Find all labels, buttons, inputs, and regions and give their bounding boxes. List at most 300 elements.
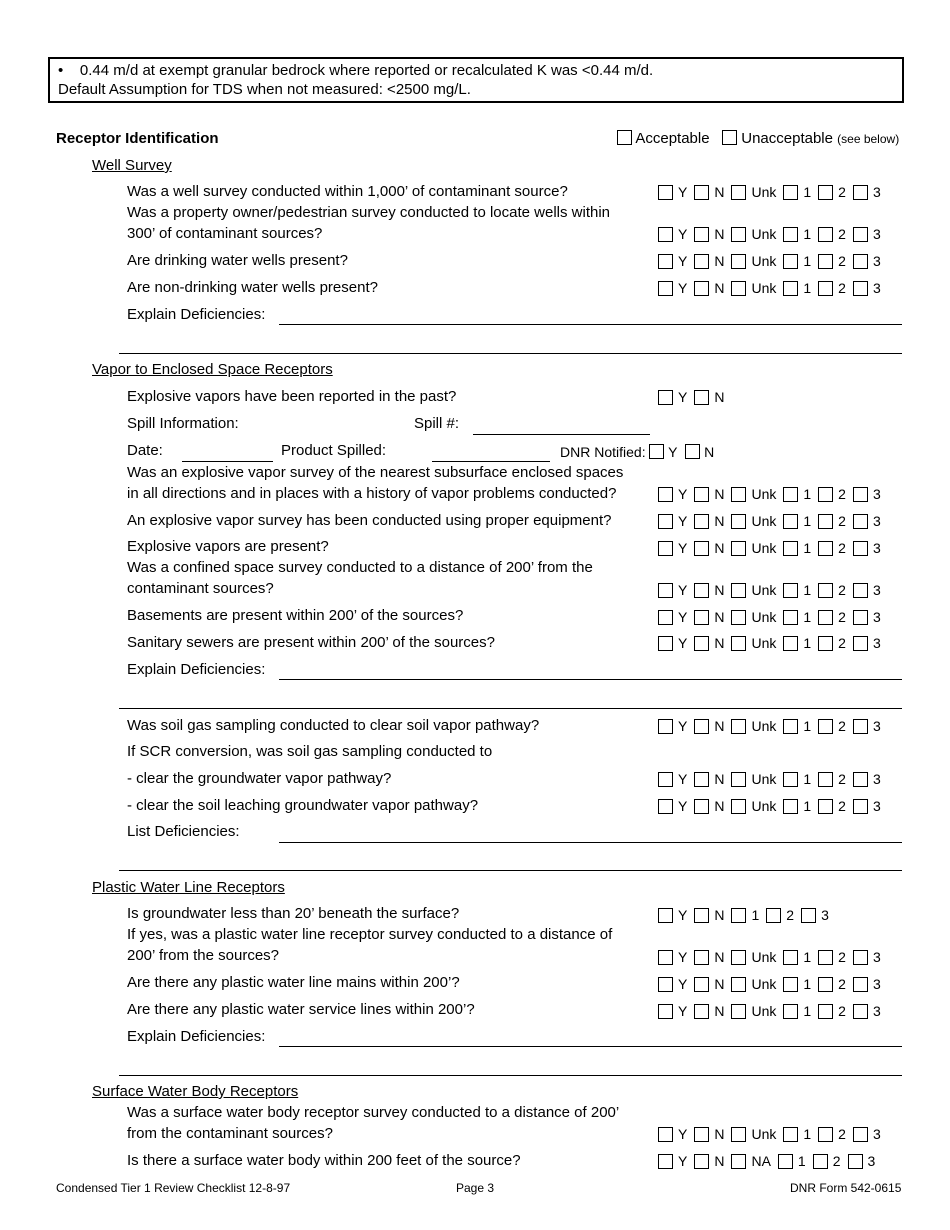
option-unk-checkbox[interactable] <box>731 1127 746 1142</box>
option-o2[interactable] <box>818 798 846 814</box>
footer-form-number: DNR Form 542-0615 <box>790 1181 902 1195</box>
option-n-checkbox[interactable] <box>694 799 709 814</box>
option-o3-checkbox[interactable] <box>853 772 868 787</box>
option-o2-checkbox[interactable] <box>818 514 833 529</box>
option-o1-label: 1 <box>803 718 812 734</box>
option-unk[interactable] <box>731 798 776 814</box>
option-o3[interactable] <box>853 718 881 734</box>
list-input-line[interactable] <box>279 842 902 843</box>
option-unk[interactable] <box>731 1003 776 1019</box>
option-n-checkbox[interactable] <box>694 719 709 734</box>
explain-label: Explain Deficiencies: <box>127 306 266 323</box>
explain-input-line[interactable] <box>279 324 902 325</box>
option-o3-checkbox[interactable] <box>853 227 868 242</box>
option-o3[interactable] <box>853 1003 881 1019</box>
explain-input-line[interactable] <box>119 353 902 354</box>
list-input-line[interactable] <box>119 870 902 871</box>
option-o3-checkbox[interactable] <box>853 799 868 814</box>
option-unk-label: Unk <box>751 253 777 269</box>
option-y-checkbox[interactable] <box>658 390 673 405</box>
option-n[interactable] <box>694 976 724 992</box>
option-o2[interactable] <box>818 949 846 965</box>
option-y-label: Y <box>678 582 688 598</box>
option-y-checkbox[interactable] <box>658 610 673 625</box>
option-y[interactable] <box>658 253 687 269</box>
option-o3-checkbox[interactable] <box>853 541 868 556</box>
question: Was an explosive vapor survey of the nearest subsurface enclosed spaces <box>127 464 624 481</box>
option-unk[interactable] <box>731 771 776 787</box>
question: Are there any plastic water service lines within 200’? <box>127 1001 475 1018</box>
option-unk[interactable] <box>731 718 776 734</box>
option-o2[interactable] <box>818 280 846 296</box>
option-y[interactable] <box>658 1126 687 1142</box>
option-n-checkbox[interactable] <box>694 1154 709 1169</box>
option-n[interactable] <box>694 1126 724 1142</box>
question: - clear the soil leaching groundwater vapor pathway? <box>127 797 479 814</box>
option-unk[interactable] <box>731 949 776 965</box>
option-o1-label: 1 <box>803 540 812 556</box>
option-o1[interactable] <box>783 513 811 529</box>
option-y[interactable] <box>658 513 687 529</box>
option-unk[interactable] <box>731 609 776 625</box>
option-o1-checkbox[interactable] <box>783 799 798 814</box>
option-n-checkbox[interactable] <box>694 950 709 965</box>
unacceptable-checkbox[interactable] <box>722 130 737 145</box>
option-o3[interactable] <box>853 184 881 200</box>
option-y-checkbox[interactable] <box>658 185 673 200</box>
option-unk-checkbox[interactable] <box>731 227 746 242</box>
explain-input-line[interactable] <box>119 708 902 709</box>
option-o3-checkbox[interactable] <box>853 950 868 965</box>
option-n-label: N <box>714 513 725 529</box>
option-o3-checkbox[interactable] <box>801 908 816 923</box>
date-input[interactable] <box>182 461 273 462</box>
option-y[interactable] <box>658 184 687 200</box>
option-o1-checkbox[interactable] <box>783 950 798 965</box>
option-o1-checkbox[interactable] <box>783 719 798 734</box>
option-o3[interactable] <box>853 226 881 242</box>
option-n[interactable] <box>694 513 724 529</box>
option-n[interactable] <box>694 949 724 965</box>
option-y-label: Y <box>678 798 688 814</box>
option-o1[interactable] <box>783 582 811 598</box>
option-o1[interactable] <box>783 184 811 200</box>
option-n-checkbox[interactable] <box>694 1004 709 1019</box>
option-o2[interactable] <box>818 513 846 529</box>
option-y-checkbox[interactable] <box>658 281 673 296</box>
option-n-label: N <box>714 486 725 502</box>
option-n[interactable] <box>694 486 724 502</box>
option-unk[interactable] <box>731 1126 776 1142</box>
option-n-label: N <box>714 635 725 651</box>
option-o2[interactable] <box>818 1126 846 1142</box>
option-o2-checkbox[interactable] <box>818 541 833 556</box>
option-n-checkbox[interactable] <box>694 254 709 269</box>
option-o2-checkbox[interactable] <box>818 799 833 814</box>
option-o2[interactable] <box>818 635 846 651</box>
option-unk-checkbox[interactable] <box>731 799 746 814</box>
option-o2[interactable] <box>813 1153 841 1169</box>
option-o1-checkbox[interactable] <box>783 772 798 787</box>
option-o1[interactable] <box>783 1003 811 1019</box>
option-o3-checkbox[interactable] <box>853 610 868 625</box>
option-o1-checkbox[interactable] <box>783 487 798 502</box>
option-n-label: N <box>714 798 725 814</box>
option-o2-checkbox[interactable] <box>818 583 833 598</box>
option-y[interactable] <box>658 389 687 405</box>
option-unk[interactable] <box>731 486 776 502</box>
option-n[interactable] <box>694 1003 724 1019</box>
question: Was a well survey conducted within 1,000’ of contaminant source? <box>127 183 568 200</box>
option-unk-checkbox[interactable] <box>731 950 746 965</box>
option-na[interactable] <box>731 1153 770 1169</box>
dnr-y-checkbox[interactable] <box>649 444 664 459</box>
option-y-checkbox[interactable] <box>658 950 673 965</box>
option-n-label: N <box>714 1126 725 1142</box>
option-n-checkbox[interactable] <box>694 583 709 598</box>
answer-options <box>658 184 888 203</box>
option-unk[interactable] <box>731 253 776 269</box>
option-o3[interactable] <box>853 1126 881 1142</box>
option-o3-checkbox[interactable] <box>853 636 868 651</box>
option-n[interactable] <box>694 389 724 405</box>
option-o2-checkbox[interactable] <box>818 487 833 502</box>
option-y[interactable] <box>658 907 687 923</box>
option-y-label: Y <box>678 513 688 529</box>
option-y[interactable] <box>658 635 687 651</box>
option-unk-checkbox[interactable] <box>731 281 746 296</box>
option-o1-checkbox[interactable] <box>783 281 798 296</box>
option-y-label: Y <box>678 1153 688 1169</box>
option-o3-checkbox[interactable] <box>853 185 868 200</box>
option-o2[interactable] <box>818 486 846 502</box>
option-o3-checkbox[interactable] <box>853 1004 868 1019</box>
option-o1-checkbox[interactable] <box>783 610 798 625</box>
option-y-checkbox[interactable] <box>658 1127 673 1142</box>
option-n-checkbox[interactable] <box>694 636 709 651</box>
answer-options <box>658 718 888 737</box>
option-n[interactable] <box>694 771 724 787</box>
option-unk-label: Unk <box>751 226 777 242</box>
option-o3[interactable] <box>853 609 881 625</box>
option-o2[interactable] <box>818 976 846 992</box>
option-n[interactable] <box>694 280 724 296</box>
option-o1-checkbox[interactable] <box>783 185 798 200</box>
option-unk[interactable] <box>731 226 776 242</box>
question: Explosive vapors are present? <box>127 538 329 555</box>
explain-input-line[interactable] <box>279 1046 902 1047</box>
option-o2-checkbox[interactable] <box>818 977 833 992</box>
option-o1[interactable] <box>783 609 811 625</box>
option-y[interactable] <box>658 798 687 814</box>
option-n-checkbox[interactable] <box>694 1127 709 1142</box>
option-o2[interactable] <box>818 253 846 269</box>
option-y-checkbox[interactable] <box>658 227 673 242</box>
option-n-checkbox[interactable] <box>694 610 709 625</box>
option-o2-checkbox[interactable] <box>818 950 833 965</box>
option-y[interactable] <box>658 976 687 992</box>
option-unk-checkbox[interactable] <box>731 1004 746 1019</box>
option-y-checkbox[interactable] <box>658 1004 673 1019</box>
option-o3[interactable] <box>853 771 881 787</box>
question: 300’ of contaminant sources? <box>127 225 323 242</box>
option-n[interactable] <box>694 226 724 242</box>
option-n-checkbox[interactable] <box>694 390 709 405</box>
option-o2[interactable] <box>818 609 846 625</box>
option-o2-checkbox[interactable] <box>818 1127 833 1142</box>
option-o1-label: 1 <box>803 184 812 200</box>
option-n[interactable] <box>694 635 724 651</box>
surface-heading: Surface Water Body Receptors <box>92 1083 299 1100</box>
option-y[interactable] <box>658 949 687 965</box>
option-o3-checkbox[interactable] <box>853 487 868 502</box>
option-o1-label: 1 <box>803 635 812 651</box>
option-n-label: N <box>714 976 725 992</box>
option-o3-checkbox[interactable] <box>848 1154 863 1169</box>
answer-options <box>658 226 888 245</box>
option-y-checkbox[interactable] <box>658 487 673 502</box>
option-y-checkbox[interactable] <box>658 772 673 787</box>
list-label: List Deficiencies: <box>127 823 240 840</box>
option-o3-checkbox[interactable] <box>853 977 868 992</box>
question: Sanitary sewers are present within 200’ of the sources? <box>127 634 495 651</box>
option-o2-checkbox[interactable] <box>766 908 781 923</box>
option-o1-checkbox[interactable] <box>783 514 798 529</box>
option-o3[interactable] <box>853 798 881 814</box>
option-y-label: Y <box>678 280 688 296</box>
question: Was a property owner/pedestrian survey conducted to locate wells within <box>127 204 611 221</box>
option-o1-label: 1 <box>803 280 812 296</box>
option-unk-checkbox[interactable] <box>731 772 746 787</box>
option-y-checkbox[interactable] <box>658 977 673 992</box>
option-n-checkbox[interactable] <box>694 514 709 529</box>
option-unk-checkbox[interactable] <box>731 514 746 529</box>
option-o1-label: 1 <box>803 582 812 598</box>
option-n[interactable] <box>694 184 724 200</box>
option-o1-checkbox[interactable] <box>731 908 746 923</box>
option-y-checkbox[interactable] <box>658 254 673 269</box>
option-y[interactable] <box>658 771 687 787</box>
option-o2-checkbox[interactable] <box>818 1004 833 1019</box>
option-unk-checkbox[interactable] <box>731 583 746 598</box>
question: Explosive vapors have been reported in the past? <box>127 388 457 405</box>
option-o1-checkbox[interactable] <box>783 541 798 556</box>
option-o2[interactable] <box>818 718 846 734</box>
option-o3[interactable] <box>853 253 881 269</box>
option-o1-checkbox[interactable] <box>783 1127 798 1142</box>
option-na-checkbox[interactable] <box>731 1154 746 1169</box>
option-n-label: N <box>714 582 725 598</box>
answer-options <box>658 582 888 601</box>
option-o1[interactable] <box>783 253 811 269</box>
explain-input-line[interactable] <box>119 1075 902 1076</box>
answer-options <box>658 976 888 995</box>
option-o2-checkbox[interactable] <box>818 719 833 734</box>
option-o3[interactable] <box>853 513 881 529</box>
option-n-checkbox[interactable] <box>694 227 709 242</box>
option-y[interactable] <box>658 1153 687 1169</box>
option-n-checkbox[interactable] <box>694 281 709 296</box>
option-unk[interactable] <box>731 280 776 296</box>
option-o3[interactable] <box>853 540 881 556</box>
option-o1[interactable] <box>783 1126 811 1142</box>
option-o2-checkbox[interactable] <box>818 227 833 242</box>
option-y-checkbox[interactable] <box>658 636 673 651</box>
option-unk-checkbox[interactable] <box>731 719 746 734</box>
option-o3-label: 3 <box>872 635 881 651</box>
option-y-label: Y <box>678 540 688 556</box>
option-o2-checkbox[interactable] <box>813 1154 828 1169</box>
option-y[interactable] <box>658 718 687 734</box>
option-o1[interactable] <box>783 280 811 296</box>
option-o2-label: 2 <box>786 907 795 923</box>
option-o1[interactable] <box>783 771 811 787</box>
option-o3-checkbox[interactable] <box>853 719 868 734</box>
option-o1-checkbox[interactable] <box>783 977 798 992</box>
option-o2-checkbox[interactable] <box>818 636 833 651</box>
option-o1[interactable] <box>783 718 811 734</box>
option-unk[interactable] <box>731 582 776 598</box>
option-o3[interactable] <box>853 635 881 651</box>
option-n-checkbox[interactable] <box>694 977 709 992</box>
product-spilled-input[interactable] <box>432 461 550 462</box>
option-n[interactable] <box>694 253 724 269</box>
option-y[interactable] <box>658 226 687 242</box>
option-unk[interactable] <box>731 513 776 529</box>
option-o1-checkbox[interactable] <box>783 583 798 598</box>
option-o2-checkbox[interactable] <box>818 254 833 269</box>
option-unk-checkbox[interactable] <box>731 977 746 992</box>
spill-number-input[interactable] <box>473 434 650 435</box>
option-o1[interactable] <box>783 949 811 965</box>
dnr-n-checkbox[interactable] <box>685 444 700 459</box>
option-o3[interactable] <box>801 907 829 923</box>
option-o1[interactable] <box>731 907 759 923</box>
option-o3-checkbox[interactable] <box>853 514 868 529</box>
option-o3[interactable] <box>853 486 881 502</box>
option-o1-checkbox[interactable] <box>783 1004 798 1019</box>
option-o3[interactable] <box>853 280 881 296</box>
option-unk-label: Unk <box>751 609 777 625</box>
option-y-label: Y <box>678 609 688 625</box>
option-n-checkbox[interactable] <box>694 185 709 200</box>
option-unk-checkbox[interactable] <box>731 636 746 651</box>
option-unk-checkbox[interactable] <box>731 487 746 502</box>
option-n[interactable] <box>694 1153 724 1169</box>
option-y[interactable] <box>658 582 687 598</box>
option-y-checkbox[interactable] <box>658 719 673 734</box>
option-y-label: Y <box>678 949 688 965</box>
option-o1[interactable] <box>778 1153 806 1169</box>
option-o1-label: 1 <box>803 949 812 965</box>
option-n-checkbox[interactable] <box>694 908 709 923</box>
option-o1[interactable] <box>783 226 811 242</box>
option-unk[interactable] <box>731 976 776 992</box>
option-o2[interactable] <box>818 1003 846 1019</box>
option-y[interactable] <box>658 540 687 556</box>
option-o1-checkbox[interactable] <box>783 254 798 269</box>
option-o3-label: 3 <box>872 540 881 556</box>
option-n[interactable] <box>694 798 724 814</box>
option-y[interactable] <box>658 486 687 502</box>
option-unk[interactable] <box>731 635 776 651</box>
option-unk-checkbox[interactable] <box>731 610 746 625</box>
option-o3[interactable] <box>853 949 881 965</box>
option-o2[interactable] <box>818 771 846 787</box>
option-o2[interactable] <box>818 540 846 556</box>
option-y-checkbox[interactable] <box>658 799 673 814</box>
option-o3[interactable] <box>853 976 881 992</box>
option-n-checkbox[interactable] <box>694 541 709 556</box>
option-y[interactable] <box>658 609 687 625</box>
option-y-checkbox[interactable] <box>658 583 673 598</box>
option-y-checkbox[interactable] <box>658 514 673 529</box>
option-o3[interactable] <box>853 582 881 598</box>
option-o1[interactable] <box>783 798 811 814</box>
option-unk[interactable] <box>731 184 776 200</box>
option-n[interactable] <box>694 540 724 556</box>
option-o1[interactable] <box>783 540 811 556</box>
option-o3-checkbox[interactable] <box>853 1127 868 1142</box>
answer-options <box>658 771 888 790</box>
option-o3-checkbox[interactable] <box>853 254 868 269</box>
option-o1[interactable] <box>783 635 811 651</box>
acceptable-checkbox[interactable] <box>617 130 632 145</box>
option-o2-checkbox[interactable] <box>818 610 833 625</box>
answer-options <box>658 949 888 968</box>
option-unk-checkbox[interactable] <box>731 254 746 269</box>
option-o2[interactable] <box>818 226 846 242</box>
answer-options <box>658 389 731 408</box>
option-unk-checkbox[interactable] <box>731 185 746 200</box>
option-unk[interactable] <box>731 540 776 556</box>
option-unk-checkbox[interactable] <box>731 541 746 556</box>
option-n-checkbox[interactable] <box>694 487 709 502</box>
option-unk-label: Unk <box>751 635 777 651</box>
option-o1[interactable] <box>783 486 811 502</box>
option-o3-checkbox[interactable] <box>853 583 868 598</box>
option-o1-label: 1 <box>803 798 812 814</box>
option-n[interactable] <box>694 907 724 923</box>
option-o2-checkbox[interactable] <box>818 281 833 296</box>
option-o1-checkbox[interactable] <box>783 636 798 651</box>
option-o2[interactable] <box>818 184 846 200</box>
option-o1-checkbox[interactable] <box>778 1154 793 1169</box>
option-n[interactable] <box>694 609 724 625</box>
option-o2[interactable] <box>766 907 794 923</box>
option-o3[interactable] <box>848 1153 876 1169</box>
option-o2[interactable] <box>818 582 846 598</box>
option-o2-checkbox[interactable] <box>818 185 833 200</box>
option-n[interactable] <box>694 718 724 734</box>
option-n[interactable] <box>694 582 724 598</box>
option-o3-checkbox[interactable] <box>853 281 868 296</box>
option-n-checkbox[interactable] <box>694 772 709 787</box>
option-y-checkbox[interactable] <box>658 908 673 923</box>
option-o1[interactable] <box>783 976 811 992</box>
option-y[interactable] <box>658 280 687 296</box>
option-y-label: Y <box>678 253 688 269</box>
option-o3-label: 3 <box>872 253 881 269</box>
answer-options <box>658 609 888 628</box>
explain-input-line[interactable] <box>279 679 902 680</box>
option-o2-checkbox[interactable] <box>818 772 833 787</box>
option-o1-checkbox[interactable] <box>783 227 798 242</box>
option-y-checkbox[interactable] <box>658 541 673 556</box>
option-y-checkbox[interactable] <box>658 1154 673 1169</box>
option-y-label: Y <box>678 184 688 200</box>
option-y[interactable] <box>658 1003 687 1019</box>
